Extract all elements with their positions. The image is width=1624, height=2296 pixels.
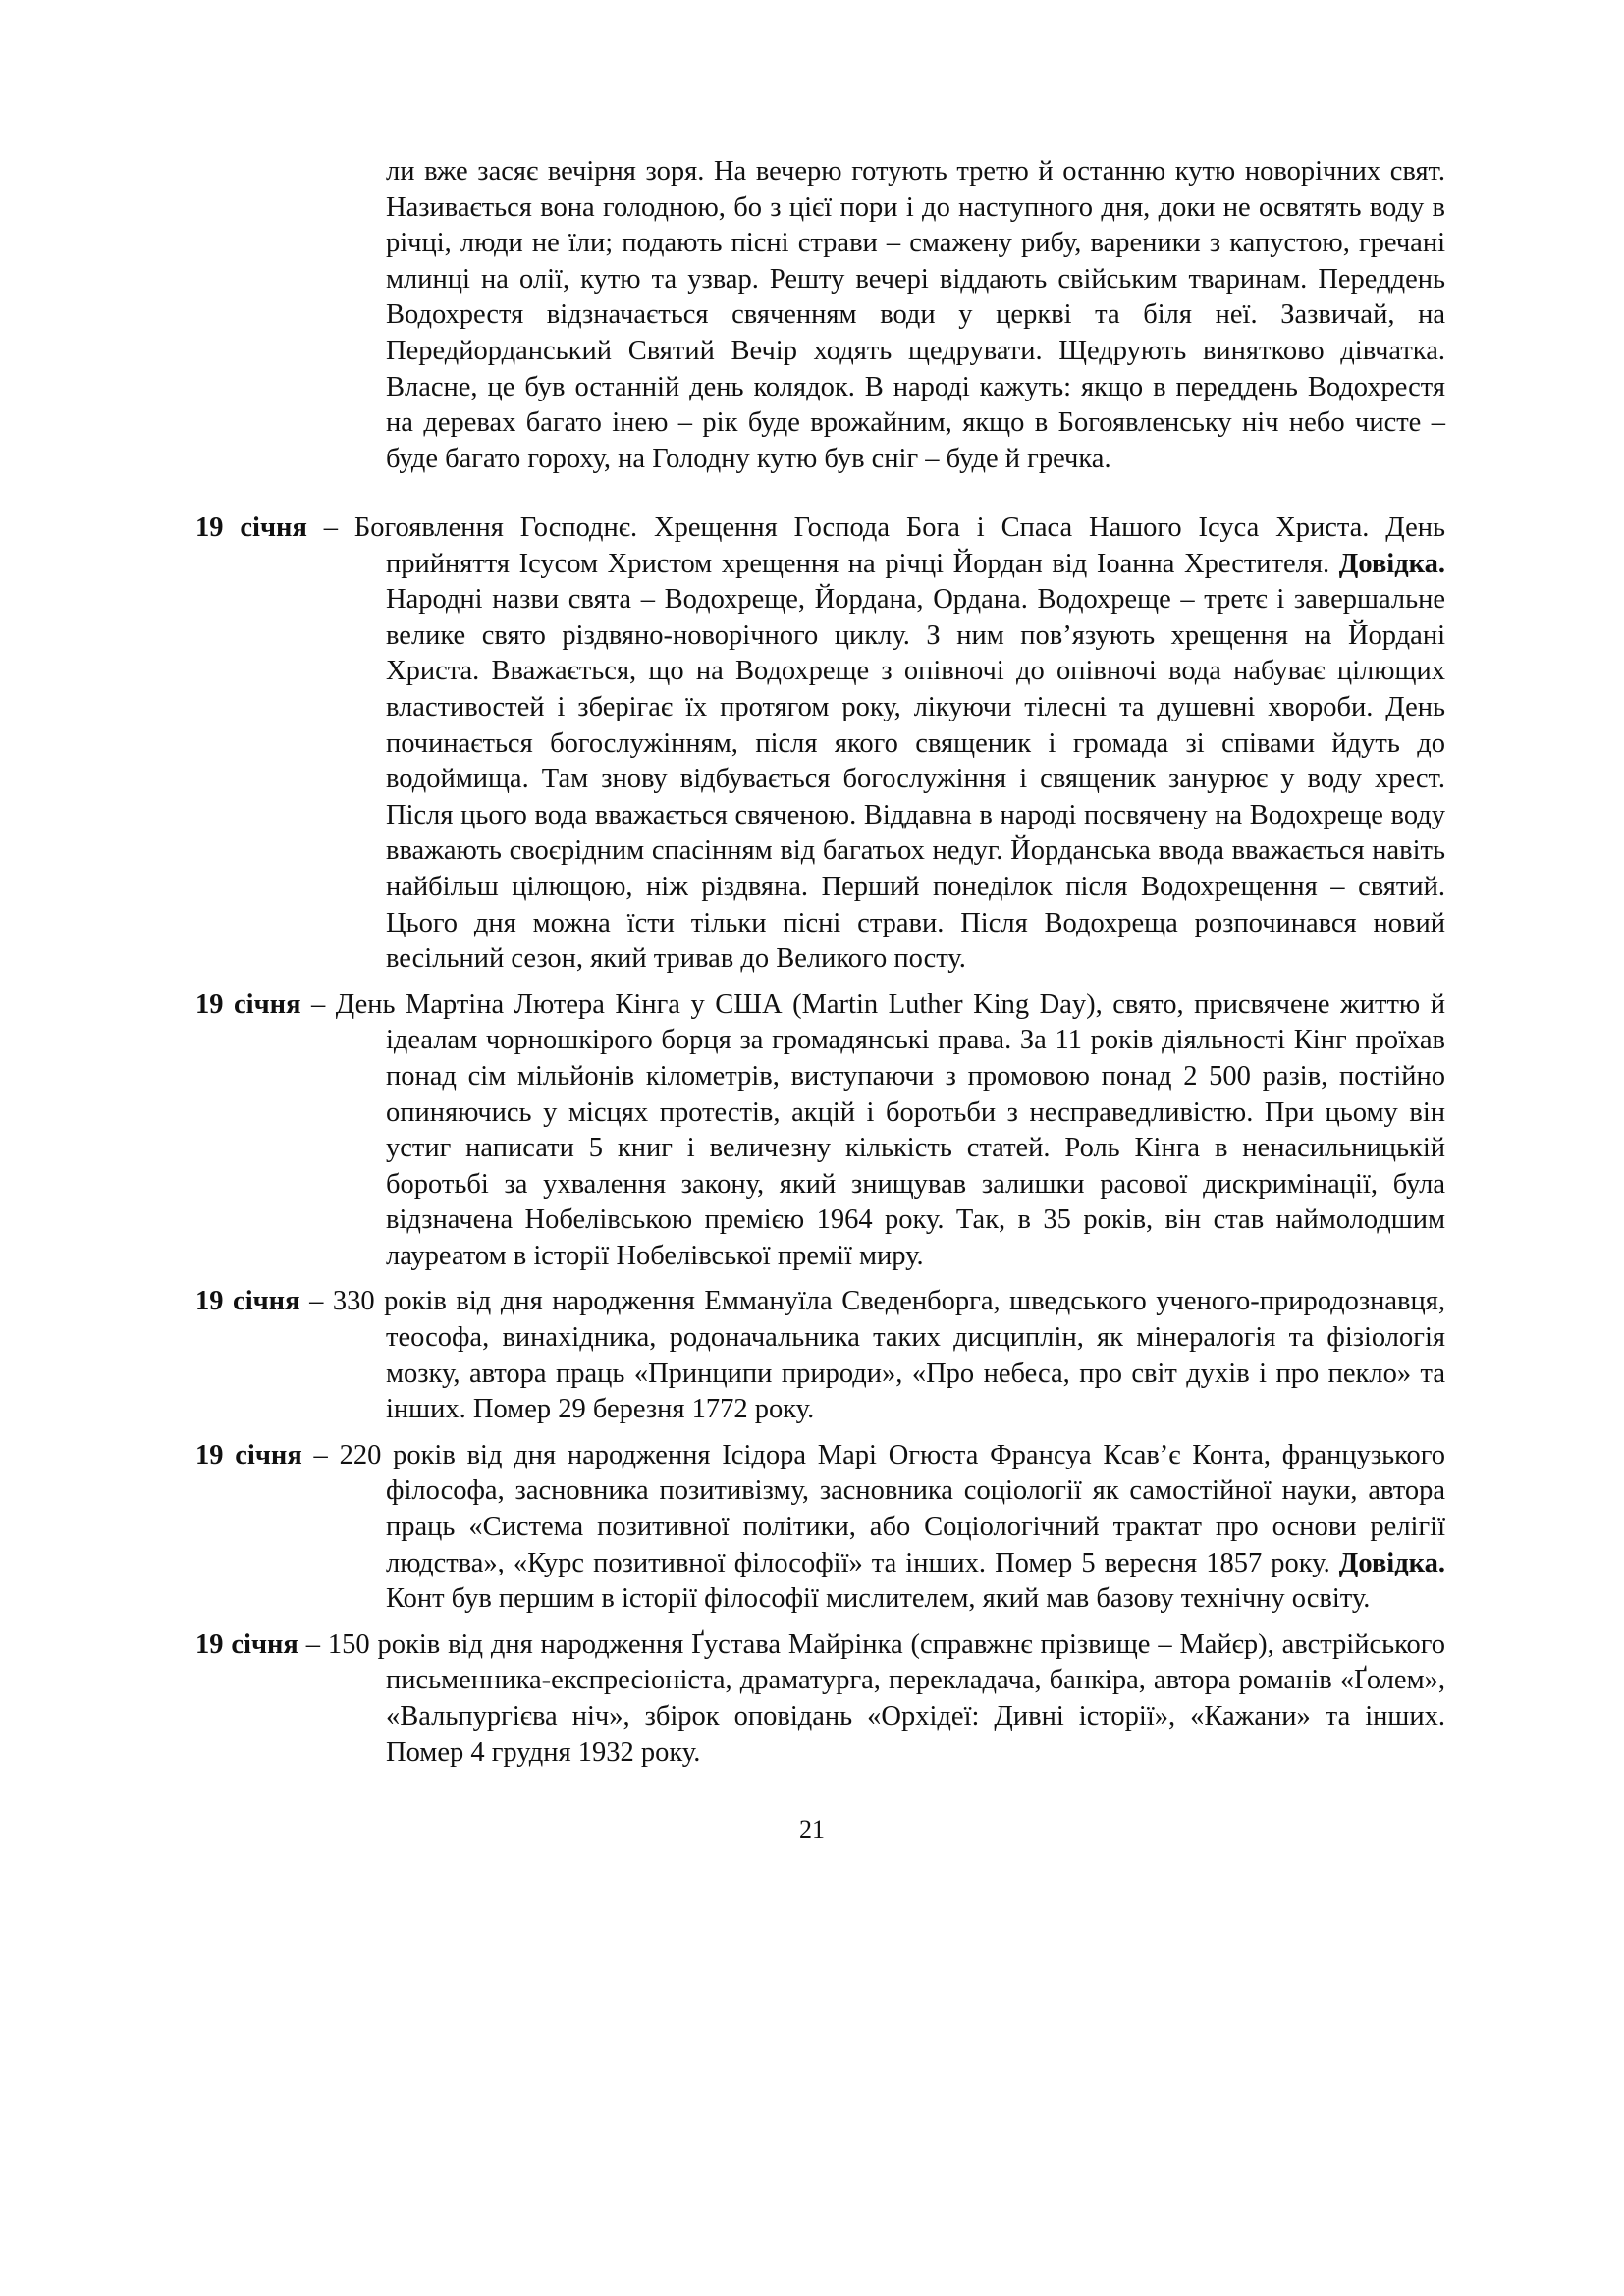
calendar-entry (195, 988, 1445, 1275)
calendar-entries (195, 510, 1445, 1781)
page-number: 21 (799, 1815, 825, 1843)
entry-date: 19 січня (195, 512, 307, 543)
entry-date: 19 січня (195, 1286, 300, 1317)
entry-date: 19 січня (195, 1629, 298, 1660)
entry-note-label: Довідка. (1338, 548, 1445, 579)
continuation-paragraph: ли вже засяє вечірня зоря. На вечерю готують третю й останню кутю новорічних свят. Називається вона голодною, бо з цієї пори і до наступного дня, доки не освятять воду в річці, люди не їли; подають пісні страви – смажену рибу, вареники з капустою, гречані млинці на олії, кутю та узвар. Решту вечері віддають свійським тваринам. Переддень Водохрестя відзначається свяченням води у церкві та біля неї. Зазвичай, на Передйорданський Святий Вечір ходять щедрувати. Щедрують винятково дівчатка. Власне, це був останній день колядок. В народі кажуть: якщо в переддень Водохрестя на деревах багато інею – рік буде врожайним, якщо в Богоявленську ніч небо чисте – буде багато гороху, на Голодну кутю був сніг – буде й гречка. (386, 156, 1445, 474)
calendar-entry (195, 510, 1445, 978)
entry-date: 19 січня (195, 1439, 302, 1470)
entry-note-text: Конт був першим в історії філософії мислителем, який мав базову технічну освіту. (386, 1583, 1371, 1615)
entry-date: 19 січня (195, 988, 301, 1020)
calendar-entry (195, 1628, 1445, 1771)
calendar-entry (195, 1438, 1445, 1618)
calendar-entry (195, 1284, 1445, 1427)
entry-note-label: Довідка. (1338, 1547, 1445, 1578)
entry-text: – 220 років від дня народження Ісідора Марі Огюста Франсуа Ксав’є Конта, французького філософа, засновника позитивізму, засновника соціології як самостійної науки, автора праць «Система позитивної політики, або Соціологічний трактат про основи релігії людства», «Курс позитивної філософії» та інших. Помер 5 вересня 1857 року. (301, 1439, 1446, 1578)
entry-text: – Богоявлення Господнє. Хрещення Господа Бога і Спаса Нашого Ісуса Христа. День прийняття Ісусом Христом хрещення на річці Йордан від Іоанна Хрестителя. (306, 512, 1445, 579)
entry-text: – День Мартіна Лютера Кінга у США (Martin Luther King Day), свято, присвячене життю й ідеалам чорношкірого борця за громадянські права. За 11 років діяльності Кінг проїхав понад сім мільйонів кілометрів, виступаючи з промовою понад 2 500 разів, постійно опиняючись у місцях протестів, акцій і боротьби з несправедливістю. При цьому він устиг написати 5 книг і величезну кількість статей. Роль Кінга в ненасильницькій боротьбі за ухвалення закону, який знищував залишки расової дискримінації, була відзначена Нобелівською премією 1964 року. Так, в 35 років, він став наймолодшим лауреатом в історії Нобелівської премії миру. (300, 988, 1445, 1271)
entry-text: – 330 років від дня народження Еммануїла Сведенборга, шведського ученого-природознавця, теософа, винахідника, родоначальника таких дисциплін, як мінералогія та фізіологія мозку, автора праць «Принципи природи», «Про небеса, про світ духів і про пекло» та інших. Помер 29 березня 1772 року. (299, 1286, 1446, 1425)
entry-text: – 150 років від дня народження Ґустава Майрінка (справжнє прізвище – Майєр), австрійського письменника-експресіоніста, драматурга, перекладача, банкіра, автора романів «Ґолем», «Вальпургієва ніч», збірок оповідань «Орхідеї: Дивні історії», «Кажани» та інших. Помер 4 грудня 1932 року. (298, 1629, 1445, 1768)
entry-note-text: Народні назви свята – Водохреще, Йордана, Ордана. Водохреще – третє і завершальне велике свято різдвяно-новорічного циклу. З ним пов’язують хрещення на Йордані Христа. Вважається, що на Водохреще з опівночі до опівночі вода набуває цілющих властивостей і зберігає їх протягом року, лікуючи тілесні та душевні хвороби. День починається богослужінням, після якого священик і громада зі співами йдуть до водоймища. Там знову відбувається богослужіння і священик занурює у воду хрест. Після цього вода вважається свяченою. Віддавна в народі посвячену на Водохреще воду вважають своєрідним спасінням від багатьох недуг. Йорданська ввода вважається навіть найбільш цілющою, ніж різдвяна. Перший понеділок після Водохрещення – святий. Цього дня можна їсти тільки пісні страви. Після Водохреща розпочинався новий весільний сезон, який тривав до Великого посту. (386, 584, 1445, 975)
